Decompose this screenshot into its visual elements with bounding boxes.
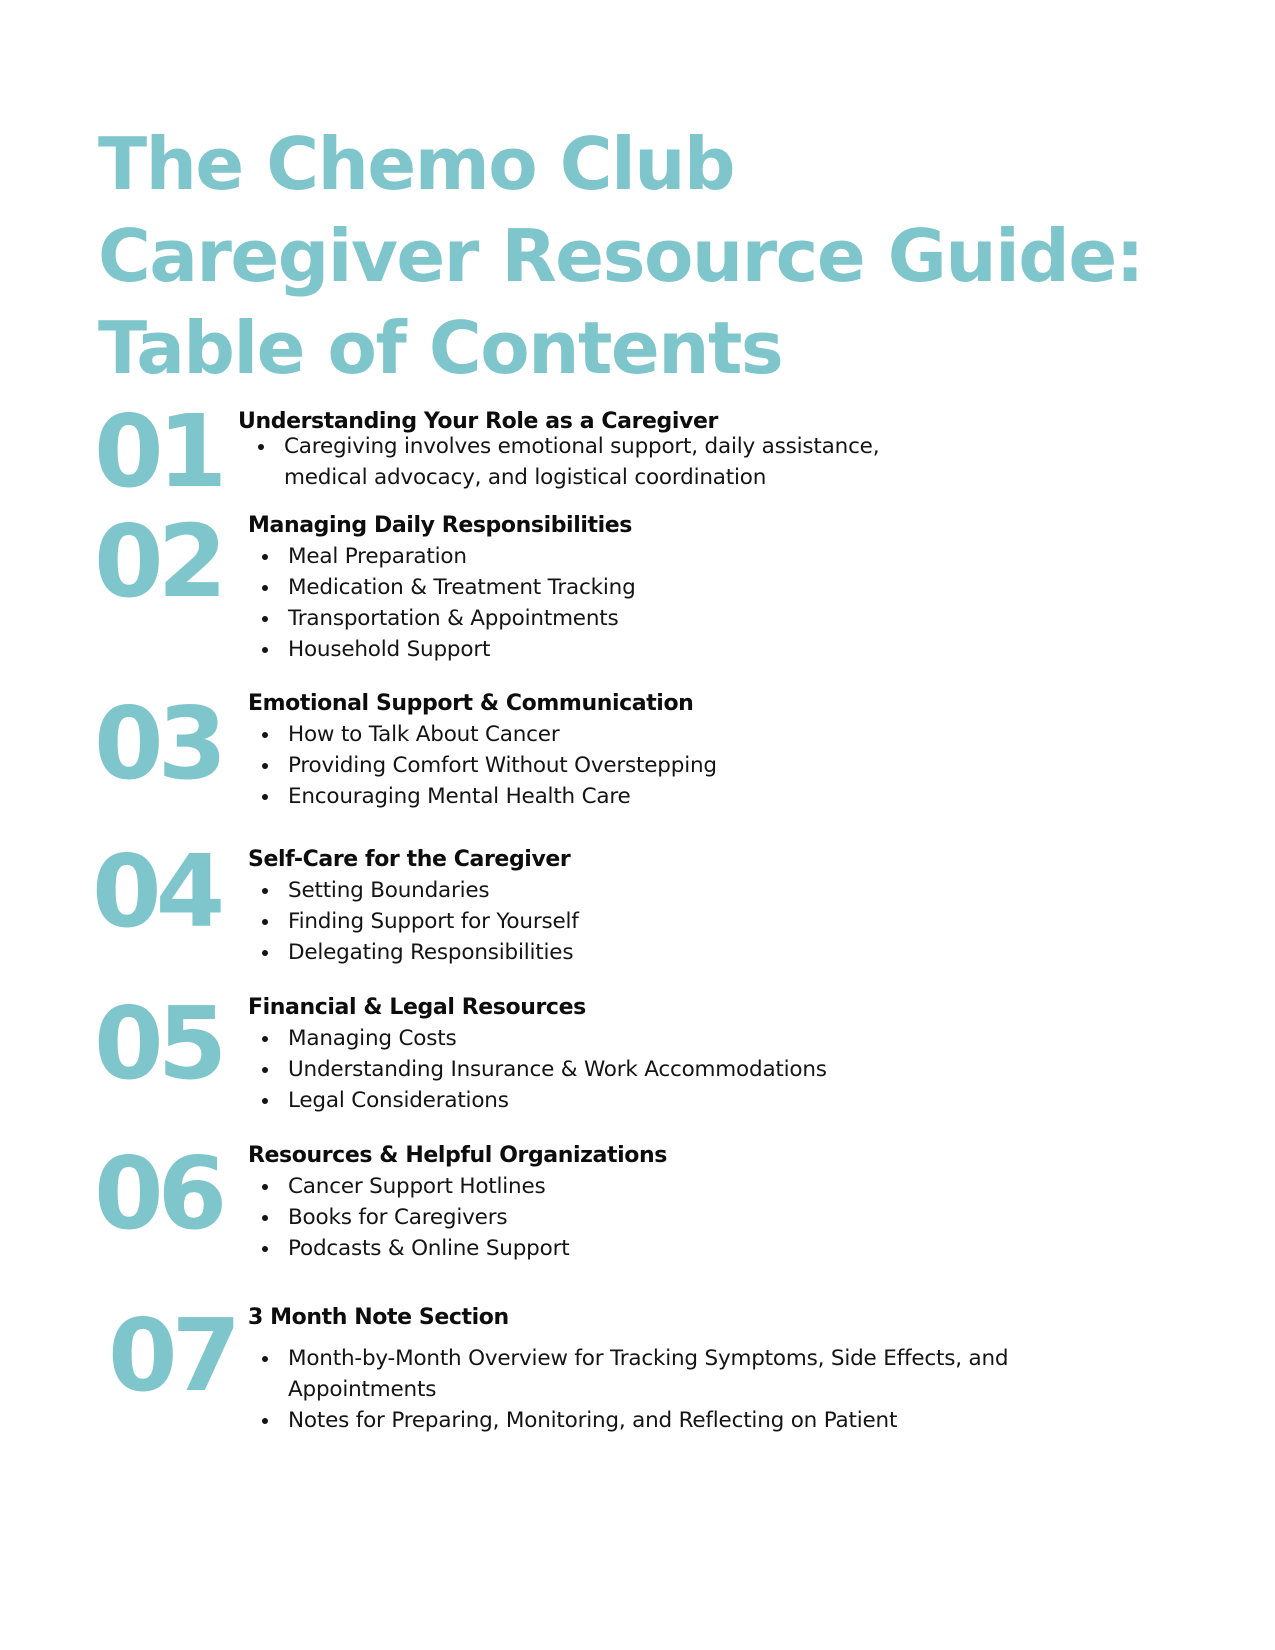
section-heading: 3 Month Note Section (248, 1305, 509, 1330)
section-item-list (250, 1023, 1150, 1116)
section-number: 07 (108, 1297, 236, 1414)
list-item: Setting Boundaries (250, 875, 1150, 906)
section-number: 01 (94, 393, 222, 510)
page-title (98, 118, 1143, 394)
list-item: Cancer Support Hotlines (250, 1171, 1150, 1202)
list-item: Notes for Preparing, Monitoring, and Reflecting on Patient (250, 1405, 1050, 1436)
section-heading: Understanding Your Role as a Caregiver (238, 409, 718, 434)
section-heading: Emotional Support & Communication (248, 691, 694, 716)
list-item: Understanding Insurance & Work Accommodations (250, 1054, 1150, 1085)
list-item: Transportation & Appointments (250, 603, 1150, 634)
list-item: Household Support (250, 634, 1150, 665)
section-number: 03 (94, 685, 222, 802)
section-item-list (246, 431, 926, 493)
section-heading: Financial & Legal Resources (248, 995, 586, 1020)
list-item: Encouraging Mental Health Care (250, 781, 1150, 812)
list-item: Podcasts & Online Support (250, 1233, 1150, 1264)
section-heading: Self-Care for the Caregiver (248, 847, 571, 872)
title-line: The Chemo Club (98, 122, 735, 206)
section-heading: Managing Daily Responsibilities (248, 513, 632, 538)
title-line: Table of Contents (98, 306, 783, 390)
list-item: Books for Caregivers (250, 1202, 1150, 1233)
section-item-list (250, 541, 1150, 665)
section-number: 02 (94, 503, 222, 620)
list-item: Caregiving involves emotional support, daily assistance, medical advocacy, and logistical coordination (246, 431, 926, 493)
list-item: Legal Considerations (250, 1085, 1150, 1116)
list-item: Providing Comfort Without Overstepping (250, 750, 1150, 781)
list-item: Meal Preparation (250, 541, 1150, 572)
section-number: 05 (94, 985, 222, 1102)
section-item-list (250, 875, 1150, 968)
list-item: How to Talk About Cancer (250, 719, 1150, 750)
section-item-list (250, 1343, 1050, 1436)
section-number: 06 (94, 1135, 222, 1252)
section-heading: Resources & Helpful Organizations (248, 1143, 667, 1168)
title-line: Caregiver Resource Guide: (98, 214, 1143, 298)
list-item: Month-by-Month Overview for Tracking Symptoms, Side Effects, and Appointments (250, 1343, 1050, 1405)
list-item: Managing Costs (250, 1023, 1150, 1054)
section-number: 04 (92, 833, 220, 950)
list-item: Finding Support for Yourself (250, 906, 1150, 937)
section-item-list (250, 719, 1150, 812)
list-item: Delegating Responsibilities (250, 937, 1150, 968)
list-item: Medication & Treatment Tracking (250, 572, 1150, 603)
section-item-list (250, 1171, 1150, 1264)
